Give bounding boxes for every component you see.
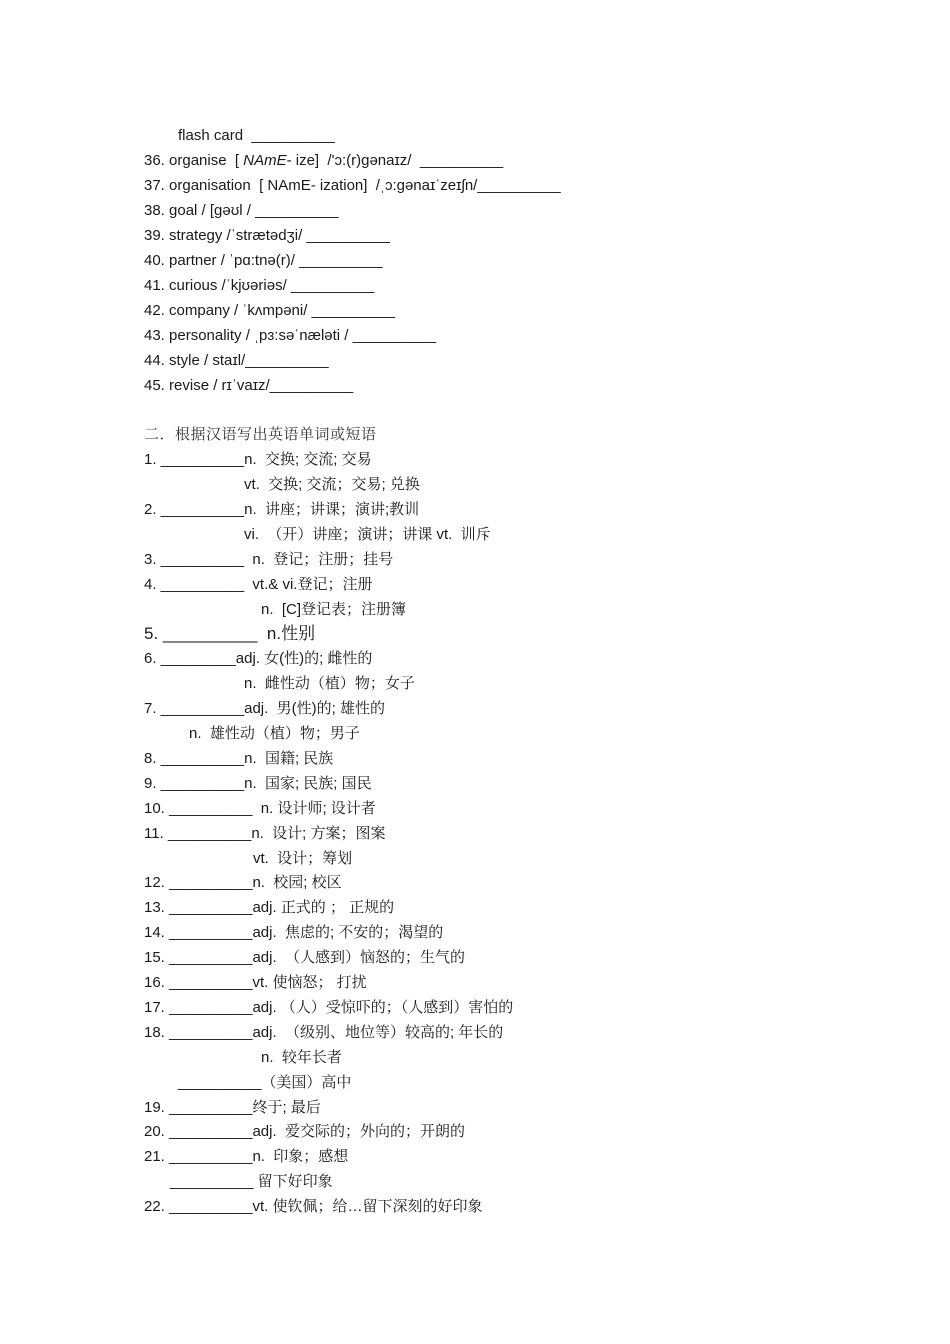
exercise-line: 12. __________n. 校园; 校区 [144,874,342,891]
exercise-line: 7. __________adj. 男(性)的; 雄性的 [144,700,385,717]
exercise-line: n. 雌性动（植）物；女子 [244,675,415,692]
exercise-line: 18. __________adj. （级别、地位等）较高的; 年长的 [144,1024,504,1041]
exercise-line: 21. __________n. 印象；感想 [144,1148,349,1165]
exercise-line: vi. （开）讲座；演讲；讲课 vt. 训斥 [244,526,491,543]
vocab-line-38: 38. goal / [ɡəʊl / __________ [144,202,339,219]
vocab-line-43: 43. personality / ˌpɜ:səˈnæləti / __________ [144,327,437,344]
exercise-line: __________（美国）高中 [178,1074,352,1091]
vocab-line-45: 45. revise / rɪˈvaɪz/__________ [144,377,354,394]
exercise-line: 2. __________n. 讲座；讲课；演讲;教训 [144,501,420,518]
exercise-line: 15. __________adj. （人感到）恼怒的；生气的 [144,949,465,966]
section-2-heading: 二．根据汉语写出英语单词或短语 [144,426,377,443]
exercise-line: 1. __________n. 交换; 交流; 交易 [144,451,372,468]
vocab-36-pre: 36. organise [ [144,152,244,169]
exercise-line: 4. __________ vt.& vi.登记；注册 [144,576,373,593]
exercise-line: 8. __________n. 国籍; 民族 [144,750,334,767]
exercise-line: 22. __________vt. 使钦佩；给…留下深刻的好印象 [144,1198,483,1215]
vocab-36-italic: NAmE [243,152,287,169]
vocab-line-41: 41. curious /ˈkjʊəriəs/ __________ [144,277,375,294]
vocab-36-post: - ize] /'ɔ:(r)ɡənaɪz/ __________ [286,152,504,169]
exercise-line: 6. _________adj. 女(性)的; 雌性的 [144,650,373,667]
vocab-line-flash-card: flash card __________ [178,127,335,144]
exercise-line: n. [C]登记表；注册簿 [261,601,407,618]
exercise-line: 11. __________n. 设计; 方案；图案 [144,825,386,842]
vocab-line-42: 42. company / ˈkʌmpəni/ __________ [144,302,395,319]
vocab-line-44: 44. style / staɪl/__________ [144,352,329,369]
exercise-line: vt. 设计；筹划 [253,850,353,867]
exercise-line: 16. __________vt. 使恼怒； 打扰 [144,974,367,991]
exercise-line: 14. __________adj. 焦虑的; 不安的；渴望的 [144,924,444,941]
vocab-line-39: 39. strategy /ˈstrætədʒi/ __________ [144,227,390,244]
exercise-line: __________ 留下好印象 [170,1173,333,1190]
exercise-line: 17. __________adj. （人）受惊吓的；（人感到）害怕的 [144,999,514,1016]
vocab-line-37: 37. organisation [ NAmE- ization] /ˌɔ:ɡənaɪˈzeɪʃn/__________ [144,177,561,194]
vocab-line-36 [144,151,503,171]
exercise-line: 5. __________ n.性别 [144,624,316,643]
vocab-line-40: 40. partner / ˈpɑ:tnə(r)/ __________ [144,252,383,269]
exercise-line: n. 较年长者 [261,1049,342,1066]
exercise-line: 13. __________adj. 正式的 ； 正规的 [144,899,395,916]
exercise-line: 20. __________adj. 爱交际的；外向的；开朗的 [144,1123,465,1140]
exercise-line: 9. __________n. 国家; 民族; 国民 [144,775,372,792]
exercise-line: n. 雄性动（植）物；男子 [189,725,360,742]
exercise-line: 10. __________ n. 设计师; 设计者 [144,800,376,817]
exercise-line: vt. 交换; 交流；交易; 兑换 [244,476,420,493]
exercise-line: 19. __________终于; 最后 [144,1099,321,1116]
exercise-line: 3. __________ n. 登记；注册；挂号 [144,551,394,568]
